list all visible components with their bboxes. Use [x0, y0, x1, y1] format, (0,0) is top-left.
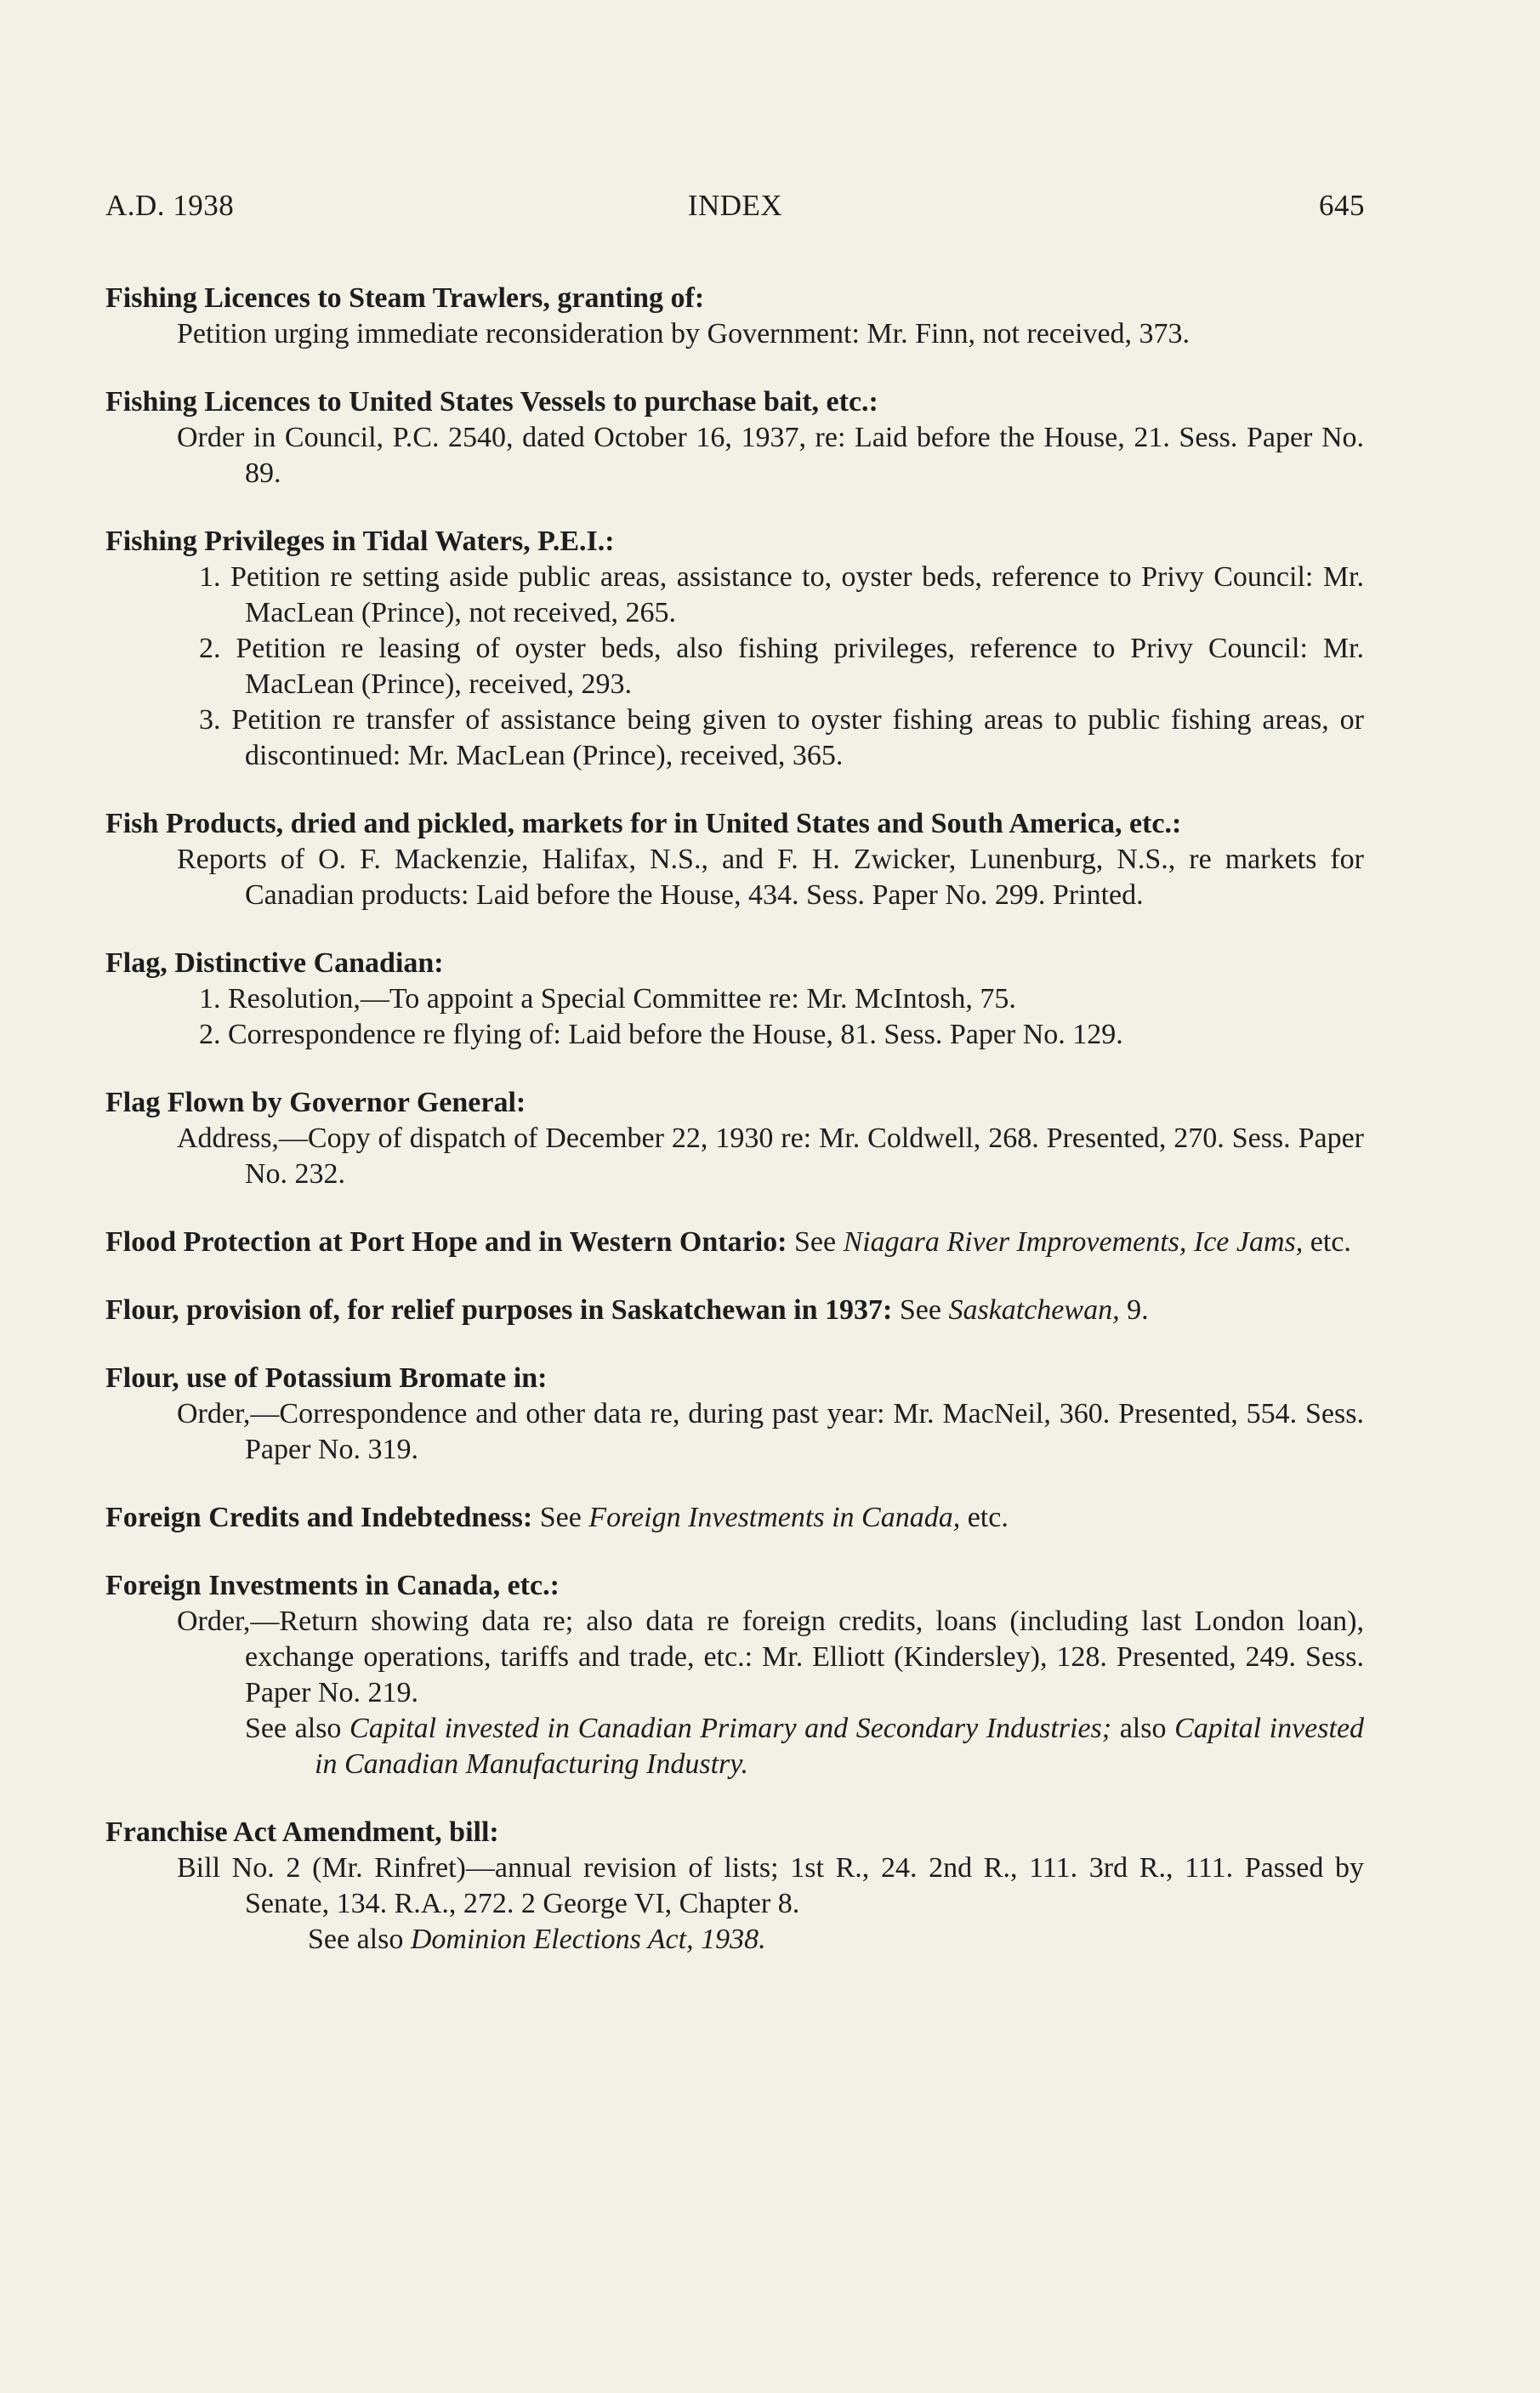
entry-subentry: 1. Petition re setting aside public areas, assistance to, oyster beds, reference to Privy Council: Mr. MacLean (Prince), not received, 265.: [199, 561, 1364, 628]
index-entry: [105, 1085, 1364, 1192]
see-also-line: [105, 1711, 1364, 1782]
entry-heading-with-see: [105, 1293, 1364, 1328]
see-label: See: [899, 1294, 941, 1326]
see-also-connector: also: [1119, 1713, 1167, 1744]
see-also-reference: Capital invested in Canadian Primary and Secondary Industries;: [349, 1713, 1112, 1744]
see-also-line: [105, 1922, 1364, 1958]
index-entry: [105, 1361, 1364, 1468]
see-tail: etc.: [1310, 1226, 1351, 1258]
see-reference: Niagara River Improvements, Ice Jams,: [843, 1226, 1304, 1258]
entry-subentry: 3. Petition re transfer of assistance being given to oyster fishing areas to public fishing areas, or discontinued: Mr. MacLean (Prince), received, 365.: [199, 704, 1364, 771]
entry-subentry: Order in Council, P.C. 2540, dated October 16, 1937, re: Laid before the House, 21. Sess. Paper No. 89.: [177, 422, 1364, 489]
entry-subentry: 1. Resolution,—To appoint a Special Committee re: Mr. McIntosh, 75.: [199, 983, 1016, 1015]
running-head: [105, 189, 1365, 231]
entry-heading: Flour, use of Potassium Bromate in:: [105, 1362, 548, 1394]
index-entry: [105, 946, 1364, 1053]
entry-subentry: Bill No. 2 (Mr. Rinfret)—annual revision of lists; 1st R., 24. 2nd R., 111. 3rd R., 111. Passed by Senate, 134. R.A., 272. 2 George VI, Chapter 8.: [177, 1852, 1364, 1919]
index-entry: [105, 1225, 1364, 1260]
entry-heading: Foreign Investments in Canada, etc.:: [105, 1570, 560, 1601]
see-tail: etc.: [967, 1502, 1009, 1533]
header-year: A.D. 1938: [105, 189, 235, 222]
entry-subentry: Order,—Return showing data re; also data re foreign credits, loans (including last London loan), exchange operations, tariffs and trade, etc.: Mr. Elliott (Kindersley), 128. Presented, 249. Sess. Paper No. 219.: [177, 1606, 1364, 1708]
see-also-label: See also: [308, 1924, 404, 1955]
entry-subentry: Petition urging immediate reconsideration by Government: Mr. Finn, not received, 373.: [177, 318, 1191, 350]
see-also-label: See also: [245, 1713, 342, 1744]
entry-subentry: 2. Correspondence re flying of: Laid before the House, 81. Sess. Paper No. 129.: [199, 1019, 1123, 1050]
index-entry: [105, 524, 1364, 774]
index-entry: [105, 1568, 1364, 1782]
entry-heading: Franchise Act Amendment, bill:: [105, 1816, 499, 1848]
index-entry: [105, 1500, 1364, 1536]
entry-subentry: 2. Petition re leasing of oyster beds, also fishing privileges, reference to Privy Council: Mr. MacLean (Prince), received, 293.: [199, 633, 1364, 700]
index-content: [105, 281, 1364, 1990]
see-reference: Foreign Investments in Canada,: [588, 1502, 961, 1533]
entry-heading: Fishing Privileges in Tidal Waters, P.E.I.:: [105, 526, 615, 557]
entry-heading: Fish Products, dried and pickled, markets for in United States and South America, etc.:: [105, 808, 1182, 839]
entry-heading: Fishing Licences to Steam Trawlers, granting of:: [105, 282, 705, 314]
see-also-reference: Capital invested in Canadian Manufacturing Industry.: [315, 1713, 1365, 1780]
entry-subentry: Order,—Correspondence and other data re, during past year: Mr. MacNeil, 360. Presented, 554. Sess. Paper No. 319.: [177, 1398, 1364, 1465]
index-entry: [105, 1293, 1364, 1328]
entry-heading: Flag Flown by Governor General:: [105, 1087, 526, 1118]
see-reference: Saskatchewan,: [948, 1294, 1120, 1326]
page-number: 645: [1319, 189, 1365, 222]
see-tail: 9.: [1127, 1294, 1149, 1326]
index-entry: [105, 806, 1364, 913]
entry-subentry: Address,—Copy of dispatch of December 22, 1930 re: Mr. Coldwell, 268. Presented, 270. Sess. Paper No. 232.: [177, 1123, 1364, 1190]
entry-heading: Fishing Licences to United States Vessels to purchase bait, etc.:: [105, 386, 878, 418]
entry-heading-with-see: [105, 1225, 1364, 1260]
entry-heading-with-see: [105, 1500, 1364, 1536]
see-also-reference: Dominion Elections Act, 1938.: [410, 1924, 766, 1955]
header-title: INDEX: [687, 189, 783, 222]
entry-heading-text: Flood Protection at Port Hope and in Western Ontario:: [105, 1226, 787, 1258]
see-label: See: [539, 1502, 582, 1533]
entry-heading-text: Foreign Credits and Indebtedness:: [105, 1502, 533, 1533]
index-entry: [105, 281, 1364, 352]
entry-subentry: Reports of O. F. Mackenzie, Halifax, N.S., and F. H. Zwicker, Lunenburg, N.S., re markets for Canadian products: Laid before the House, 434. Sess. Paper No. 299. Printed.: [177, 844, 1364, 911]
see-label: See: [793, 1226, 837, 1258]
entry-heading: Flag, Distinctive Canadian:: [105, 947, 444, 979]
index-entry: [105, 1815, 1364, 1958]
index-entry: [105, 384, 1364, 492]
entry-heading-text: Flour, provision of, for relief purposes in Saskatchewan in 1937:: [105, 1294, 893, 1326]
